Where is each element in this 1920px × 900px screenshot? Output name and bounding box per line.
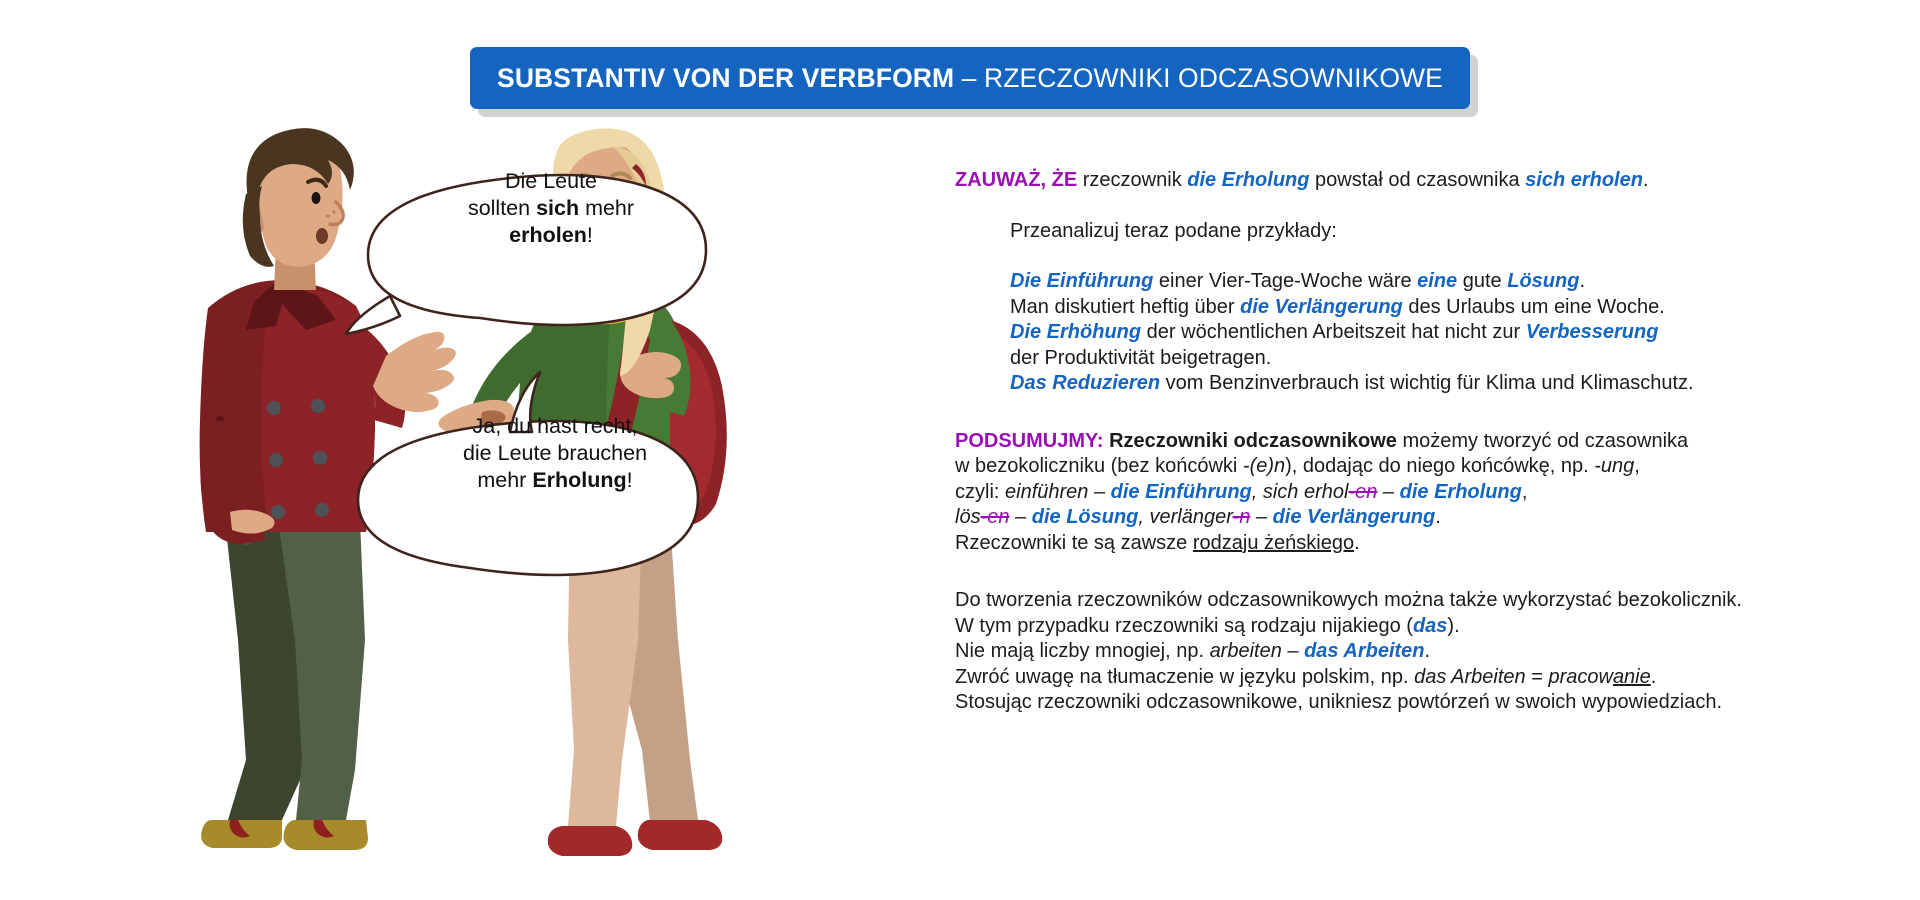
summary-2-seg-8: .	[1435, 506, 1441, 528]
final-line	[955, 665, 1875, 691]
man-speech-bubble-1-1: sich	[536, 196, 580, 220]
summary-0-seg-0: w bezokoliczniku (bez końcówki	[955, 455, 1243, 477]
example-line	[1010, 269, 1875, 295]
summary-line	[955, 505, 1875, 531]
summary-2-seg-4: , verlänger	[1138, 506, 1233, 528]
example-2-seg-0: Die Erhöhung	[1010, 321, 1142, 343]
example-0-seg-2: eine	[1417, 270, 1458, 292]
final-3-seg-2: =	[1525, 665, 1549, 688]
example-1-seg-2: des Urlaubs um eine Woche.	[1402, 295, 1665, 318]
final-3-seg-1: das Arbeiten	[1414, 665, 1526, 688]
final-3-seg-3: pracow	[1548, 665, 1613, 688]
summary-heading-line	[955, 429, 1875, 455]
title-banner-container	[470, 47, 1470, 109]
summary-1-seg-4: , sich erhol	[1251, 480, 1349, 503]
example-line	[1010, 320, 1875, 346]
final-2-seg-4: .	[1424, 640, 1431, 662]
summary-2-seg-1: -en	[980, 506, 1010, 528]
analyze-prompt: Przeanalizuj teraz podane przykłady:	[1010, 219, 1337, 242]
title-banner	[470, 47, 1470, 109]
final-line	[955, 639, 1875, 665]
man-speech-bubble-line	[416, 168, 686, 195]
summary-3-seg-0: Rzeczowniki te są zawsze	[955, 531, 1193, 554]
example-1-seg-1: die Verlängerung	[1240, 295, 1403, 318]
final-line	[955, 588, 1875, 614]
example-4-seg-1: vom Benzinverbrauch ist wichtig für Klima und Klimaschutz.	[1160, 372, 1694, 394]
lesson-content	[955, 168, 1875, 716]
final-0-seg-0: Do tworzenia rzeczowników odczasownikowych można także wykorzystać bezokolicznik.	[955, 589, 1742, 611]
summary-1-seg-7: die Erholung	[1399, 480, 1522, 503]
summary-0-seg-2: ), dodając do niego końcówkę, np.	[1285, 455, 1595, 477]
summary-1-seg-2: –	[1088, 480, 1111, 503]
example-line	[1010, 295, 1875, 321]
example-line	[1010, 346, 1875, 372]
summary-line	[955, 454, 1875, 480]
summary-2-seg-3: die Lösung	[1031, 506, 1139, 528]
note-term-erholung: die Erholung	[1187, 169, 1310, 191]
final-3-seg-5: .	[1650, 665, 1657, 688]
summary-3-seg-1: rodzaju żeńskiego	[1192, 531, 1355, 554]
final-2-seg-1: arbeiten	[1209, 640, 1282, 662]
example-0-seg-1: einer Vier-Tage-Woche wäre	[1153, 270, 1418, 292]
note-text-c: .	[1642, 169, 1649, 191]
final-line	[955, 614, 1875, 640]
summary-0-seg-4: ,	[1634, 455, 1640, 477]
example-3-seg-0: der Produktivität beigetragen.	[1010, 346, 1272, 369]
summary-1-seg-1: einführen	[1005, 480, 1089, 503]
example-line	[1010, 371, 1875, 397]
summary-2-seg-5: -n	[1232, 506, 1251, 528]
summary-1-seg-8: ,	[1521, 480, 1528, 503]
final-3-seg-4: anie	[1612, 665, 1651, 688]
summary-2-seg-0: lös	[955, 506, 981, 528]
final-1-seg-2: ).	[1447, 614, 1460, 637]
final-2-seg-2: –	[1281, 640, 1305, 662]
example-0-seg-3: gute	[1457, 270, 1508, 292]
woman-speech-bubble-line	[410, 440, 700, 467]
woman-speech-bubble-text	[410, 413, 700, 494]
summary-0-seg-3: -ung	[1594, 455, 1635, 477]
woman-speech-bubble-2-0: mehr	[477, 468, 533, 492]
final-2-seg-3: das Arbeiten	[1304, 640, 1425, 662]
example-2-seg-1: der wöchentlichen Arbeitszeit hat nicht zur	[1141, 321, 1526, 343]
final-1-seg-0: W tym przypadku rzeczowniki są rodzaju nijakiego (	[955, 614, 1413, 637]
example-4-seg-0: Das Reduzieren	[1010, 372, 1161, 394]
summary-1-seg-3: die Einführung	[1110, 480, 1252, 503]
woman-speech-bubble-2-2: !	[626, 468, 633, 492]
final-3-seg-0: Zwróć uwagę na tłumaczenie w języku polskim, np.	[955, 665, 1415, 688]
example-1-seg-0: Man diskutiert heftig über	[1010, 295, 1241, 318]
man-speech-bubble-line	[416, 222, 686, 249]
man-speech-bubble-line	[416, 195, 686, 222]
summary-line	[955, 480, 1875, 506]
summary-0-seg-0: Rzeczowniki odczasownikowe	[1103, 429, 1397, 452]
woman-speech-bubble-1-0: die Leute brauchen	[462, 441, 648, 465]
spacer	[955, 556, 1875, 588]
woman-speech-bubble-0-0: Ja, du hast recht,	[472, 414, 638, 438]
note-text-b: powstał od czasownika	[1309, 169, 1526, 191]
final-4-seg-0: Stosując rzeczowniki odczasownikowe, unikniesz powtórzeń w swoich wypowiedziach.	[955, 691, 1723, 713]
man-speech-bubble-0-0: Die Leute	[504, 169, 598, 193]
summary-heading: PODSUMUJMY:	[955, 429, 1104, 452]
example-2-seg-2: Verbesserung	[1525, 321, 1659, 343]
note-text-a: rzeczownik	[1077, 169, 1188, 191]
summary-3-seg-2: .	[1354, 531, 1360, 554]
note-paragraph	[955, 168, 1875, 194]
final-1-seg-1: das	[1412, 614, 1448, 637]
example-0-seg-4: Lösung	[1507, 270, 1580, 292]
summary-0-seg-1: możemy tworzyć od czasownika	[1396, 429, 1689, 452]
summary-2-seg-7: die Verlängerung	[1272, 506, 1436, 528]
summary-line	[955, 531, 1875, 557]
page-title	[497, 63, 1443, 94]
note-heading: ZAUWAŻ, ŻE	[955, 169, 1078, 191]
man-speech-bubble-1-0: sollten	[467, 196, 537, 220]
example-0-seg-0: Die Einführung	[1010, 270, 1154, 292]
final-block	[955, 588, 1875, 716]
examples-block	[955, 269, 1875, 397]
spacer	[955, 244, 1875, 269]
summary-1-seg-6: –	[1377, 480, 1400, 503]
summary-2-seg-6: –	[1250, 506, 1273, 528]
summary-first-line-rest	[1104, 430, 1689, 452]
man-speech-bubble-text	[416, 168, 686, 249]
page-title-strong: SUBSTANTIV VON DER VERBFORM	[497, 62, 955, 93]
summary-2-seg-2: –	[1009, 506, 1032, 528]
woman-speech-bubble-2-1: Erholung	[532, 468, 627, 492]
page-title-rest: – RZECZOWNIKI ODCZASOWNIKOWE	[954, 62, 1443, 93]
final-line	[955, 690, 1875, 716]
final-2-seg-0: Nie mają liczby mnogiej, np.	[955, 640, 1210, 662]
example-0-seg-5: .	[1579, 270, 1586, 292]
note-term-sich-erholen: sich erholen	[1525, 169, 1643, 191]
man-speech-bubble-2-1: !	[586, 223, 593, 247]
summary-block	[955, 454, 1875, 556]
man-speech-bubble-1-2: mehr	[579, 196, 635, 220]
summary-1-seg-5: -en	[1348, 480, 1378, 503]
man-speech-bubble-2-0: erholen	[509, 223, 587, 247]
woman-speech-bubble-line	[410, 467, 700, 494]
spacer	[955, 397, 1875, 429]
woman-speech-bubble-line	[410, 413, 700, 440]
summary-0-seg-1: -(e)n	[1242, 455, 1286, 477]
spacer	[955, 194, 1875, 219]
summary-1-seg-0: czyli:	[955, 480, 1005, 503]
